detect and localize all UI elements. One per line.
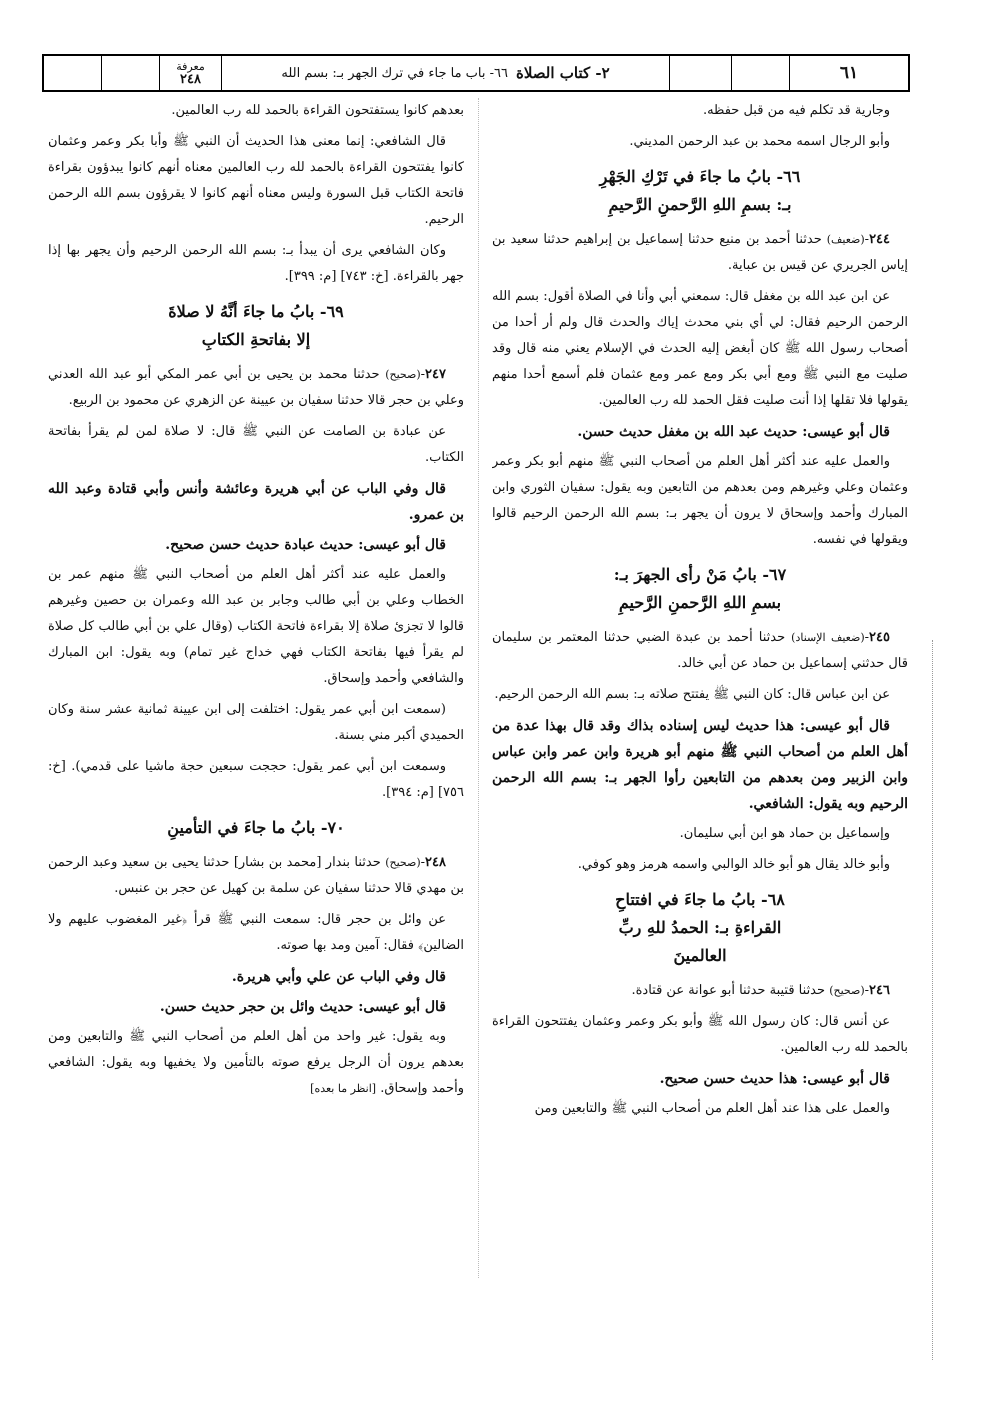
paragraph: وإسماعيل بن حماد هو ابن أبي سليمان. [679,826,890,841]
chapter-line: إلا بفاتحةِ الكتابِ [201,330,311,349]
column-divider [478,98,479,1278]
header-title [222,56,670,90]
hadith-isnad: حدثنا بندار [محمد بن بشار] حدثنا يحيى بن سعيد وعبد الرحمن بن مهدي قالا حدثنا سفيان عن سلمة بن كهيل عن حجر بن عنبس. [48,855,464,896]
hadith-matn: عن ابن عبد الله بن مغفل قال: سمعني أبي وأنا في الصلاة أقول: بسم الله الرحمن الرحيم فقال: لي أي بني محدث إياك والحدث قال ولم أر أحدا من أصحاب رسول الله ﷺ كان أبغض إليه الحدث في الإسلام يعني منه قال وقد صليت مع النبي ﷺ ومع أبي بكر ومع عمر ومع عثمان فلم أسمع أحدا منهم يقولها فلا تقلها إذا أنت صليت فقل الحمد لله رب العالمين. [492,289,908,408]
hadith-grade: (صحيح) [385,368,421,381]
chapter-line: بـ: بسمِ اللهِ الرَّحمنِ الرَّحيمِ [608,195,792,214]
header-ref-number: ٢٤٨ [180,72,201,87]
hadith-grade: (ضعيف الإسناد) [791,631,865,644]
author-comment: قال أبو عيسى: حديث عبادة حديث حسن صحيح. [165,537,446,553]
author-comment: قال أبو عيسى: هذا حديث حسن صحيح. [659,1071,890,1087]
chapter-line: بسمِ اللهِ الرَّحمنِ الرَّحيمِ [618,593,782,612]
left-column [48,98,464,1278]
hadith-number: ٢٤٥ [869,630,890,645]
author-comment: قال وفي الباب عن أبي هريرة وعائشة وأنس وأبي قتادة وعبد الله بن عمرو. [48,481,464,523]
hadith-grade: (صحيح) [385,856,421,869]
paragraph: وأبو خالد يقال هو أبو خالد الوالبي واسمه هرمز وهو كوفي. [577,857,890,872]
chapter-line: ٦٨- بابُ ما جاءَ في افتتاحِ [615,890,785,909]
chapter-line: ٧٠- بابُ ما جاءَ في التأمينِ [167,818,345,837]
header-book: ٢- كتاب الصلاة [515,64,610,82]
chapter-line: القراءةِ بـ: الحمدُ للهِ ربِّ [618,918,782,937]
chapter-line: ٦٦- بابُ ما جاءَ في تَرْكِ الجَهْرِ [599,167,801,186]
paragraph: قال الشافعي: إنما معنى هذا الحديث أن النبي ﷺ وأبا بكر وعمر وعثمان كانوا يفتتحون القراءة بالحمد لله رب العالمين معناه أنهم كانوا يبدؤون بقراءة فاتحة الكتاب قبل السورة وليس معناه أنهم كانوا لا يقرؤون بسم الله الرحمن الرحيم. [48,134,464,227]
hadith-matn: عن ابن عباس قال: كان النبي ﷺ يفتتح صلاته بـ: بسم الله الرحمن الرحيم. [494,687,890,702]
header-cell-empty-3 [732,56,790,90]
chapter-line: ٦٧- بابُ مَنْ رأى الجهرَ بـ: [613,565,787,584]
header-cell-empty-left [44,56,102,90]
chapter-heading-67 [492,561,908,617]
hadith-number: ٢٤٦ [869,983,890,998]
chapter-heading-69 [48,298,464,354]
page-header [42,54,910,92]
paragraph: وأبو الرجال اسمه محمد بن عبد الرحمن المديني. [629,134,890,149]
paragraph: وجارية قد تكلم فيه من قبل حفظه. [702,103,890,118]
header-cell-empty [102,56,160,90]
header-cell-empty-2 [670,56,732,90]
chapter-heading-66 [492,163,908,219]
hadith-244: ٢٤٤-(ضعيف) حدثنا أحمد بن منيع حدثنا إسماعيل بن إبراهيم حدثنا سعيد بن إياس الجريري عن قيس بن عباية. [492,232,908,273]
paragraph: والعمل عليه عند أكثر أهل العلم من أصحاب النبي ﷺ منهم أبو بكر وعمر وعثمان وعلي وغيرهم ومن بعدهم من التابعين وبه يقول: سفيان الثوري وابن المبارك وأحمد وإسحاق لا يرون أن يجهر بـ: بسم الله الرحمن الرحيم قالوا ويقولها في نفسه. [492,454,908,547]
header-ref-label: معرفة [176,60,205,73]
paragraph: والعمل عليه عند أكثر أهل العلم من أصحاب النبي ﷺ منهم عمر بن الخطاب وعلي بن أبي طالب وجابر بن عبد الله وعمران بن حصين وغيرهم قالوا لا تجزئ صلاة إلا بقراءة فاتحة الكتاب (وقال علي بن أبي طالب كل صلاة لم يقرأ فيها بفاتحة الكتاب فهي خداج غير تمام) وبه يقول: ابن المبارك والشافعي وأحمد وإسحاق. [48,567,464,686]
paragraph: وسمعت ابن أبي عمر يقول: حججت سبعين حجة ماشيا على قدمي). [خ: ٧٥٦] [م: ٣٩٤]. [48,759,464,800]
header-chapter: ٦٦- باب ما جاء في ترك الجهر بـ: بسم الله [281,65,508,81]
author-comment: قال أبو عيسى: هذا حديث ليس إسناده بذاك وقد قال بهذا عدة من أهل العلم من أصحاب النبي ﷺ منهم أبو هريرة وابن عمر وابن عباس وابن الزبير ومن بعدهم من التابعين رأوا الجهر بـ: بسم الله الرحمن الرحيم وبه يقول: الشافعي. [492,718,908,812]
hadith-isnad: حدثنا أحمد بن منيع حدثنا إسماعيل بن إبراهيم حدثنا سعيد بن إياس الجريري عن قيس بن عباية. [492,232,908,273]
hadith-248: ٢٤٨-(صحيح) حدثنا بندار [محمد بن بشار] حدثنا يحيى بن سعيد وعبد الرحمن بن مهدي قالا حدثنا سفيان عن سلمة بن كهيل عن حجر بن عنبس. [48,855,464,896]
hadith-matn: عن أنس قال: كان رسول الله ﷺ وأبو بكر وعمر وعثمان يفتتحون القراءة بالحمد لله رب العالمين. [492,1014,908,1055]
hadith-number: ٢٤٤ [869,232,891,247]
paragraph: بعدهم كانوا يستفتحون القراءة بالحمد لله رب العالمين. [171,103,464,118]
hadith-247: ٢٤٧-(صحيح) حدثنا محمد بن يحيى بن أبي عمر المكي أبو عبد الله العدني وعلي بن حجر قالا حدثنا سفيان بن عيينة عن الزهري عن محمود بن الربيع. [48,367,464,408]
hadith-246: ٢٤٦-(صحيح) حدثنا قتيبة حدثنا أبو عوانة عن قتادة. [631,983,890,998]
right-column [492,98,908,1278]
paragraph: (سمعت ابن أبي عمر يقول: اختلفت إلى ابن عيينة ثمانية عشر سنة وكان الحميدي أكبر مني بسنة. [48,702,464,743]
margin-line [932,640,933,1360]
hadith-number: ٢٤٨ [425,855,446,870]
chapter-line: ٦٩- بابُ ما جاءَ أنَّهُ لا صلاةَ [168,302,344,321]
page-number: ٦١ [839,63,859,83]
hadith-isnad: حدثنا قتيبة حدثنا أبو عوانة عن قتادة. [631,983,826,998]
hadith-isnad: حدثنا أحمد بن عبدة الضبي حدثنا المعتمر بن سليمان قال حدثني إسماعيل بن حماد عن أبي خالد. [492,630,908,671]
header-reference [160,56,222,90]
hadith-isnad: حدثنا محمد بن يحيى بن أبي عمر المكي أبو عبد الله العدني وعلي بن حجر قالا حدثنا سفيان بن عيينة عن الزهري عن محمود بن الربيع. [48,367,464,408]
hadith-matn: عن وائل بن حجر قال: سمعت النبي ﷺ قرأ ﴿غير المغضوب عليهم ولا الضالين﴾ فقال: آمين ومد بها صوته. [48,912,464,953]
paragraph: والعمل على هذا عند أهل العلم من أصحاب النبي ﷺ والتابعين ومن [534,1101,890,1116]
author-comment: قال أبو عيسى: حديث وائل بن حجر حديث حسن. [159,999,446,1015]
paragraph-text: وبه يقول: غير واحد من أهل العلم من أصحاب النبي ﷺ والتابعين ومن بعدهم يرون أن الرجل يرفع صوته بالتأمين ولا يخفيها وبه يقول: الشافعي وأحمد وإسحاق. [48,1029,464,1096]
author-comment: قال وفي الباب عن علي وأبي هريرة. [231,969,446,985]
chapter-heading-70 [48,814,464,842]
paragraph: وكان الشافعي يرى أن يبدأ بـ: بسم الله الرحمن الرحيم وأن يجهر بها إذا جهر بالقراءة. [خ: ٧٤٣] [م: ٣٩٩]. [48,243,464,284]
hadith-number: ٢٤٧ [425,367,446,382]
paragraph [48,1024,464,1102]
chapter-heading-68 [492,886,908,970]
chapter-line: العالمينَ [673,946,727,965]
hadith-grade: (صحيح) [829,984,865,997]
cross-reference-note: [انظر ما بعده] [310,1082,377,1095]
hadith-245: ٢٤٥-(ضعيف الإسناد) حدثنا أحمد بن عبدة الضبي حدثنا المعتمر بن سليمان قال حدثني إسماعيل بن حماد عن أبي خالد. [492,630,908,671]
author-comment: قال أبو عيسى: حديث عبد الله بن مغفل حديث حسن. [577,424,890,440]
hadith-grade: (ضعيف) [826,233,865,246]
hadith-matn: عن عبادة بن الصامت عن النبي ﷺ قال: لا صلاة لمن لم يقرأ بفاتحة الكتاب. [48,424,464,465]
